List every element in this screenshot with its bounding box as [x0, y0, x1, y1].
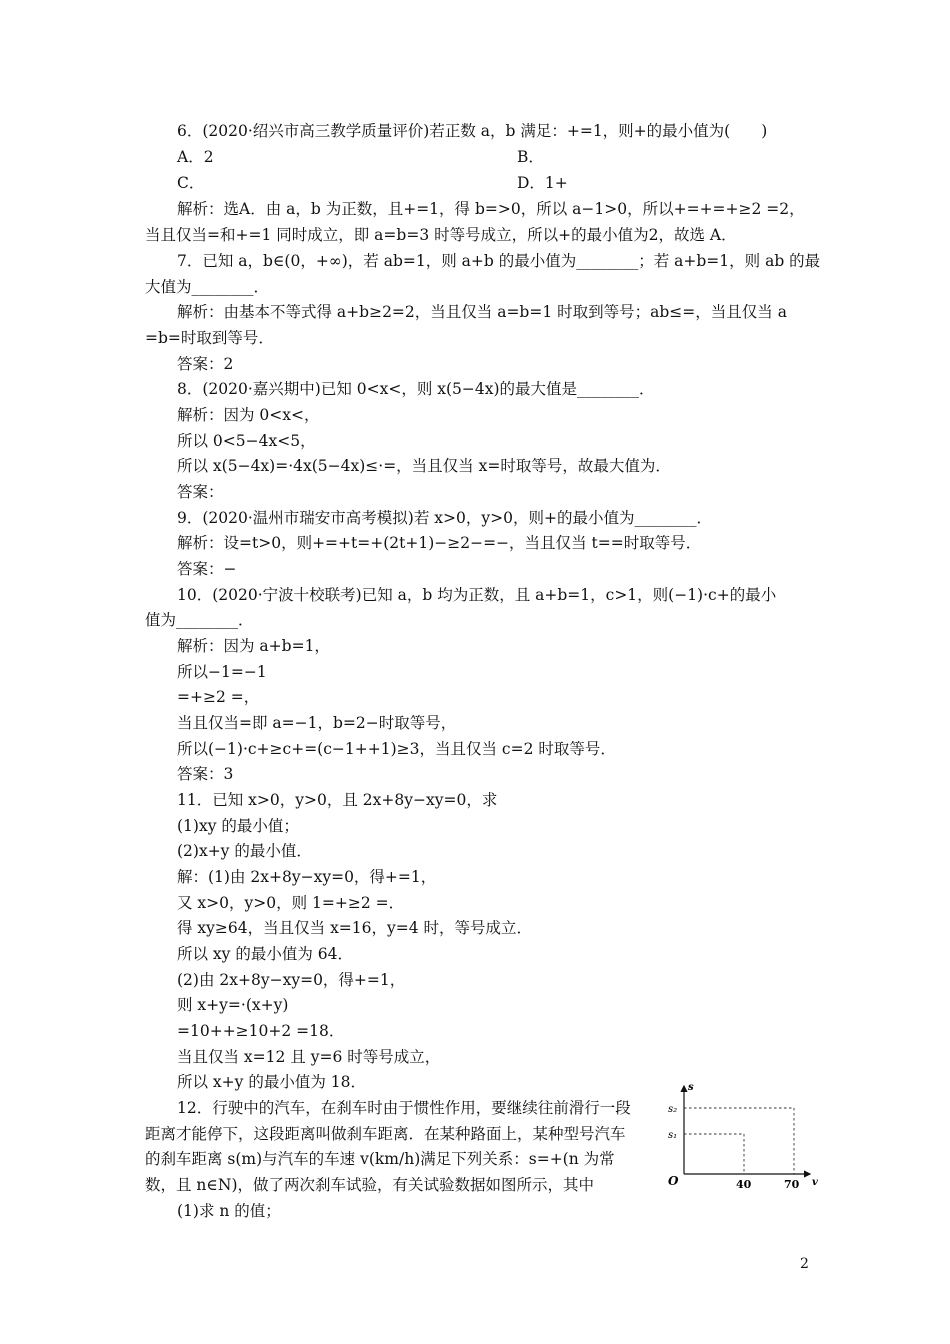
problem-12-question-line-2: 距离才能停下，这段距离叫做刹车距离．在某种路面上，某种型号汽车 [145, 1125, 626, 1143]
problem-10-analysis-line-1: 解析：因为 a+b=1， [177, 637, 330, 655]
problem-8-analysis-line-1: 解析：因为 0<x<， [177, 406, 320, 424]
problem-7-question-line-2: 大值为________． [145, 278, 270, 296]
problem-11-solution-line-6: 则 x+y=·(x+y) [177, 996, 289, 1014]
problem-8-question: 8．(2020·嘉兴期中)已知 0<x<，则 x(5−4x)的最大值是________． [177, 380, 655, 398]
problem-7-answer: 答案：2 [177, 355, 234, 373]
problem-10-analysis-line-2: 所以−1=−1 [177, 663, 267, 681]
y-axis-label: s [688, 1082, 694, 1093]
problem-10-question-line-2: 值为________． [145, 611, 254, 629]
problem-6-question: 6．(2020·绍兴市高三教学质量评价)若正数 a，b 满足：+=1，则+的最小值为( ) [177, 122, 768, 140]
problem-9-analysis: 解析：设=t>0，则+=+t=+(2t+1)−≥2−=−，当且仅当 t==时取等号． [177, 534, 702, 552]
problem-7-analysis-line-2: =b=时取到等号． [145, 329, 274, 347]
s1-tick-label: s₁ [668, 1130, 678, 1141]
problem-11-question: 11．已知 x>0，y>0，且 2x+8y−xy=0，求 [177, 791, 498, 809]
problem-9-question: 9．(2020·温州市瑞安市高考模拟)若 x>0，y>0，则+的最小值为________． [177, 509, 712, 527]
page-number: 2 [800, 1256, 809, 1272]
tick-70-label: 70 [784, 1178, 800, 1191]
s2-tick-label: s₂ [668, 1104, 678, 1115]
problem-11-solution-line-4: 所以 xy 的最小值为 64． [177, 945, 354, 963]
problem-11-solution-line-2: 又 x>0，y>0，则 1=+≥2 =． [177, 894, 405, 912]
problem-12-question-line-3: 的刹车距离 s(m)与汽车的车速 v(km/h)满足下列关系：s=+(n 为常 [145, 1150, 615, 1168]
option-b: B． [517, 148, 544, 166]
problem-7-analysis-line-1: 解析：由基本不等式得 a+b≥2=2，当且仅当 a=b=1 时取到等号；ab≤=，当且仅当 a [177, 303, 787, 321]
problem-11-solution-line-1: 解：(1)由 2x+8y−xy=0，得+=1， [177, 868, 437, 886]
problem-10-answer: 答案：3 [177, 765, 234, 783]
problem-6-analysis-line-1: 解析：选A．由 a，b 为正数，且+=1，得 b=>0，所以 a−1>0，所以+=+=+≥2 =2， [177, 200, 805, 218]
origin-label: O [668, 1174, 679, 1188]
problem-10-analysis-line-4: 当且仅当=即 a=−1，b=2−时取等号， [177, 714, 457, 732]
problem-10-question-line-1: 10．(2020·宁波十校联考)已知 a，b 均为正数，且 a+b=1，c>1，则(−1)·c+的最小 [177, 586, 777, 604]
problem-12-question-line-4: 数，且 n∈N)，做了两次刹车试验，有关试验数据如图所示，其中 [145, 1176, 594, 1194]
option-d: D．1+ [517, 174, 568, 192]
problem-11-solution-line-9: 所以 x+y 的最小值为 18． [177, 1073, 366, 1091]
problem-12-part-1: (1)求 n 的值； [177, 1202, 281, 1220]
problem-11-solution-line-5: (2)由 2x+8y−xy=0，得+=1， [177, 971, 406, 989]
problem-10-analysis-line-5: 所以(−1)·c+≥c+=(c−1++1)≥3，当且仅当 c=2 时取等号． [177, 740, 616, 758]
x-axis-label: v [812, 1177, 818, 1188]
problem-12-question-line-1: 12．行驶中的汽车，在刹车时由于惯性作用，要继续往前滑行一段 [177, 1099, 631, 1117]
option-a: A．2 [177, 148, 214, 166]
braking-distance-figure [660, 1076, 820, 1192]
problem-6-analysis-line-2: 当且仅当=和+=1 同时成立，即 a=b=3 时等号成立，所以+的最小值为2，故选 A． [145, 226, 737, 244]
problem-11-solution-line-8: 当且仅当 x=12 且 y=6 时等号成立， [177, 1048, 441, 1066]
problem-7-question-line-1: 7．已知 a，b∈(0，+∞)，若 ab=1，则 a+b 的最小值为________；若 a+b=1，则 ab 的最 [177, 252, 821, 270]
problem-8-answer: 答案： [177, 483, 224, 501]
problem-8-analysis-line-3: 所以 x(5−4x)=·4x(5−4x)≤·=，当且仅当 x=时取等号，故最大值为． [177, 457, 671, 475]
problem-11-solution-line-3: 得 xy≥64，当且仅当 x=16，y=4 时，等号成立． [177, 919, 533, 937]
problem-11-solution-line-7: =10++≥10+2 =18． [177, 1022, 345, 1040]
option-c: C． [177, 174, 205, 192]
problem-11-part-2: (2)x+y 的最小值． [177, 842, 312, 860]
problem-11-part-1: (1)xy 的最小值； [177, 817, 299, 835]
tick-40-label: 40 [736, 1178, 752, 1191]
problem-8-analysis-line-2: 所以 0<5−4x<5， [177, 432, 316, 450]
problem-10-analysis-line-3: =+≥2 =， [177, 688, 260, 706]
problem-9-answer: 答案：− [177, 560, 237, 578]
